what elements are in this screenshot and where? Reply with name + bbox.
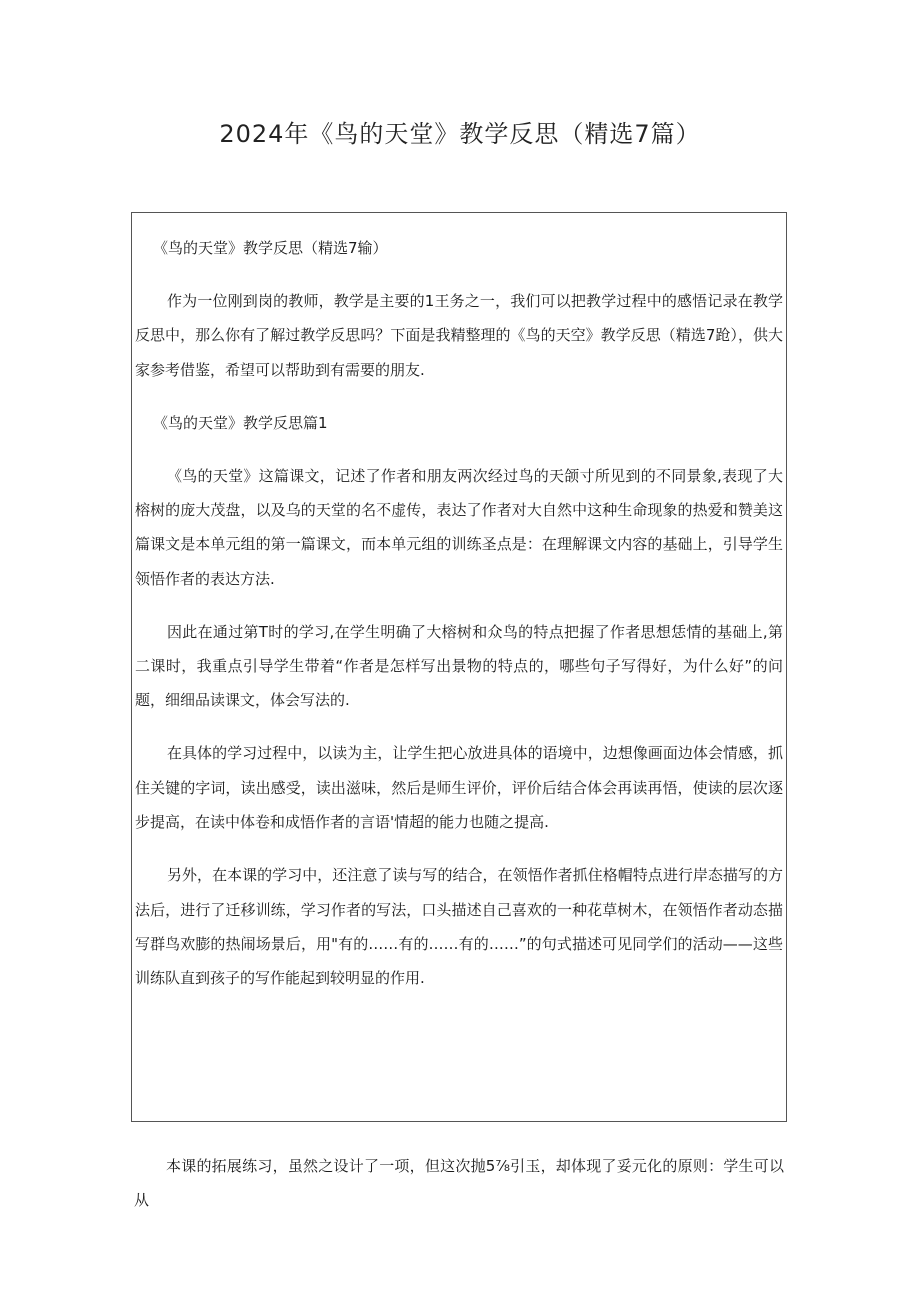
body-paragraph: 《鸟的天堂》这篇课文，记述了作者和朋友两次经过鸟的天颌寸所见到的不同景象,表现了大榕树的庞大茂盘，以及乌的天堂的名不虚传，表达了作者对大自然中这种生命现象的热爱和赞美这篇课文是本单元组的第一篇课文，而本单元组的训练圣点是：在理解课文内容的基础上，引导学生领悟作者的表达方法. [135, 466, 783, 588]
content-body [135, 231, 783, 996]
body-paragraph: 在具体的学习过程中，以读为主，让学生把心放进具体的语境中，边想像画面边体会情感，抓住关键的字词，读出感受，读出滋味，然后是师生评价，评价后结合体会再读再悟，使读的层次逐步提高，在读中体卷和成悟作者的言语'情超的能力也随之提高. [135, 744, 783, 832]
section-heading: 《鸟的天堂》教学反思篇1 [153, 413, 328, 432]
intro-paragraph: 作为一位刚到岗的教师，教学是主要的1王务之一，我们可以把教学过程中的感悟记录在教学反思中，那么你有了解过教学反思吗？下面是我精整理的《鸟的天空》教学反思（精选7跄），供大家参考借鉴，希望可以帮助到有需要的朋友. [135, 291, 783, 379]
continuation-text [134, 1149, 784, 1218]
intro-heading: 《鸟的天堂》教学反思（精选7输） [153, 239, 388, 257]
content-frame [131, 212, 787, 1122]
body-paragraph: 本课的拓展练习，虽然之设计了一项，但这次抛5⅞引玉，却体现了妥元化的原则：学生可以从 [134, 1157, 784, 1210]
body-paragraph: 另外，在本课的学习中，还注意了读与写的结合，在领悟作者抓住格帽特点进行岸态描写的方法后，进行了迁移训练，学习作者的写法，口头描述自己喜欢的一种花草树木，在领悟作者动态描写群鸟欢膨的热闹场景后，用"有的……有的……有的……”的句式描述可见同学们的活动——这些训练队直到孩子的写作能起到较明显的作用. [135, 866, 783, 988]
document-title: 2024年《鸟的天堂》教学反思（精选7篇） [219, 120, 701, 148]
body-paragraph: 因此在通过第T时的学习,在学生明确了大榕树和众鸟的特点把握了作者思想恁情的基础上,第二课时，我重点引导学生带着“作者是怎样写出景物的特点的，哪些句子写得好，为什么好”的问题，细细品读课文，体会写法的. [135, 622, 783, 710]
